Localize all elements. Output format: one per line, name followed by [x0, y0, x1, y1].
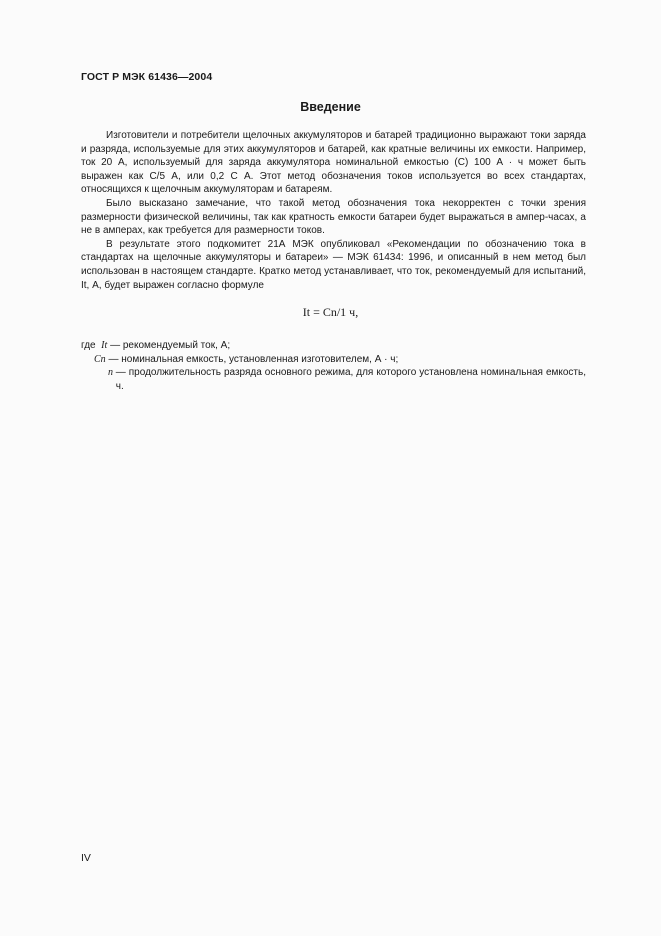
where-label: где	[81, 340, 96, 351]
definition-symbol: n	[108, 367, 113, 379]
definition-text: — рекомендуемый ток, А;	[110, 340, 231, 351]
paragraph-2: Было высказано замечание, что такой метод обозначения тока некорректен с точки зрения размерности физической величины, так как кратность емкости батареи будет выражаться в ампер-часах, а не в амперах, как требуется для размерности токов.	[81, 197, 586, 237]
definition-row	[81, 353, 586, 367]
definition-row	[81, 339, 586, 353]
paragraph-3: В результате этого подкомитет 21А МЭК опубликовал «Рекомендации по обозначению тока в стандартах на щелочные аккумуляторы и батареи» — МЭК 61434: 1996, и описанный в нем метод был использован в настоящем стандарте. Кратко метод устанавливает, что ток, рекомендуемый для испытаний, It, А, будет выражен согласно формуле	[81, 238, 586, 291]
document-header: ГОСТ Р МЭК 61436—2004	[81, 71, 213, 83]
introduction-body	[81, 129, 586, 292]
current-formula: It = Cn/1 ч,	[302, 305, 359, 319]
definition-text: — номинальная емкость, установленная изготовителем, А · ч;	[108, 353, 399, 365]
definition-symbol: Cn	[94, 353, 106, 365]
formula-definitions	[81, 339, 586, 393]
section-title: Введение	[300, 100, 361, 114]
definition-symbol: It	[101, 340, 108, 351]
definition-text: — продолжительность разряда основного режима, для которого установлена номинальная емкость, ч.	[115, 367, 586, 392]
page-number: IV	[81, 852, 91, 864]
definition-row	[81, 366, 586, 393]
paragraph-1: Изготовители и потребители щелочных аккумуляторов и батарей традиционно выражают токи заряда и разряда, используемые для этих аккумуляторов и батарей, как кратные величины их емкости. Например, ток 20 А, используемый для заряда аккумулятора номинальной емкостью (С) 100 А · ч может быть выражен как С/5 А, или 0,2 С А. Этот метод обозначения токов используется во всех стандартах, относящихся к щелочным аккумуляторам и батареям.	[81, 130, 586, 196]
